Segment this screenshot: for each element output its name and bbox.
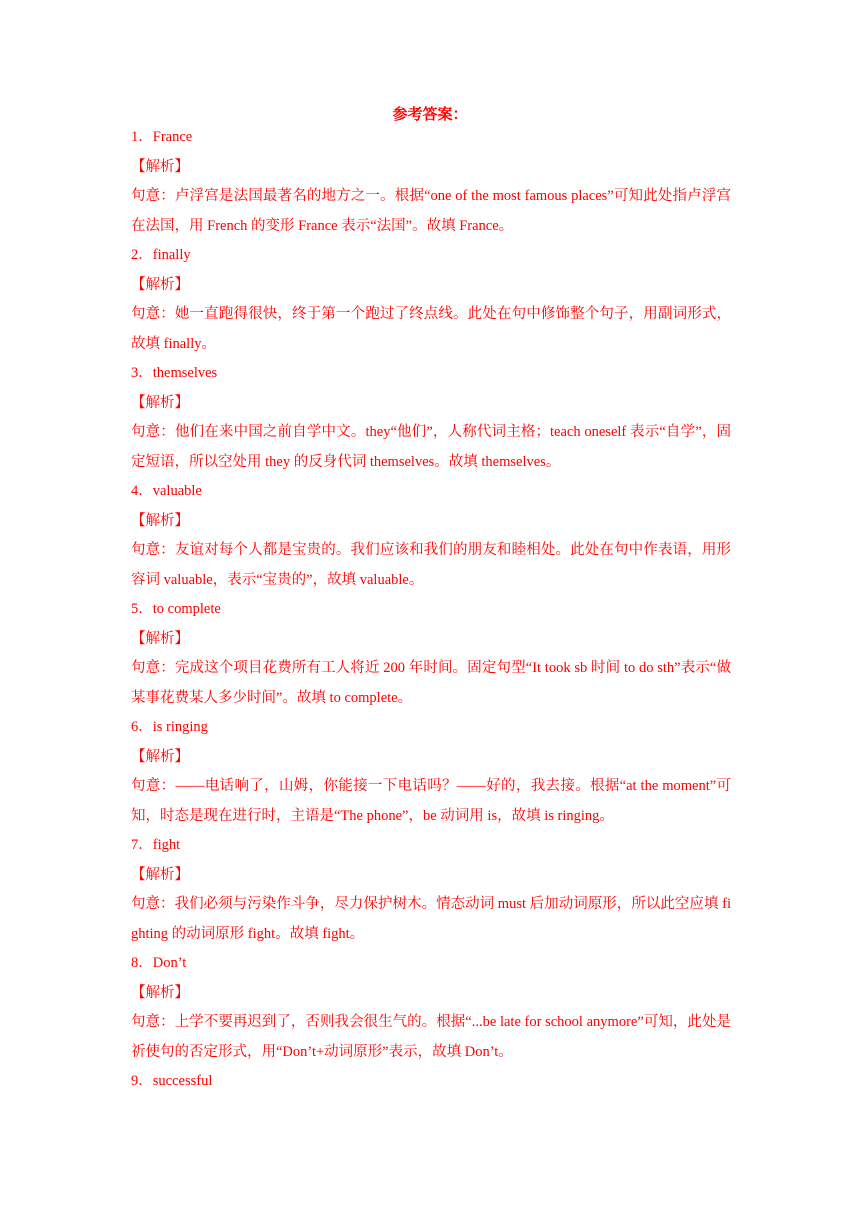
explanation-5: 句意：完成这个项目花费所有工人将近 200 年时间。固定句型“It took sb 时间 to do sth”表示“做某事花费某人多少时间”。故填 to complete。 — [131, 660, 731, 706]
analysis-label: 【解析】 — [131, 748, 189, 765]
analysis-label: 【解析】 — [131, 630, 189, 647]
analysis-label: 【解析】 — [131, 866, 189, 883]
explanation-3: 句意：他们在来中国之前自学中文。they“他们”，人称代词主格；teach oneself 表示“自学”，固定短语，所以空处用 they 的反身代词 themselves。故填 themselves。 — [131, 424, 731, 470]
explanation-2: 句意：她一直跑得很快，终于第一个跑过了终点线。此处在句中修饰整个句子，用副词形式，故填 finally。 — [131, 306, 731, 352]
explanation-8: 句意：上学不要再迟到了，否则我会很生气的。根据“...be late for school anymore”可知，此处是祈使句的否定形式，用“Don’t+动词原形”表示，故填 Don’t。 — [131, 1014, 731, 1060]
explanation-7: 句意：我们必须与污染作斗争，尽力保护树木。情态动词 must 后加动词原形，所以此空应填 fighting 的动词原形 fight。故填 fight。 — [131, 896, 731, 942]
analysis-label: 【解析】 — [131, 512, 189, 529]
answer-item-9: 9．successful — [131, 1073, 213, 1089]
answer-item-5: 5．to complete — [131, 601, 221, 617]
answer-list — [131, 123, 731, 1097]
answer-item-2: 2．finally — [131, 247, 191, 263]
analysis-label: 【解析】 — [131, 158, 189, 175]
answer-item-8: 8．Don’t — [131, 955, 187, 971]
analysis-label: 【解析】 — [131, 984, 189, 1001]
answer-item-6: 6．is ringing — [131, 719, 208, 735]
explanation-1: 句意：卢浮宫是法国最著名的地方之一。根据“one of the most famous places”可知此处指卢浮宫在法国，用 French 的变形 France 表示“法国”。故填 France。 — [131, 188, 731, 234]
page-title: 参考答案： — [392, 107, 468, 123]
answer-item-3: 3．themselves — [131, 365, 218, 381]
answer-item-4: 4．valuable — [131, 483, 202, 499]
explanation-6: 句意：——电话响了，山姆，你能接一下电话吗？——好的，我去接。根据“at the moment”可知，时态是现在进行时，主语是“The phone”，be 动词用 is，故填 is ringing。 — [131, 778, 731, 824]
explanation-4: 句意：友谊对每个人都是宝贵的。我们应该和我们的朋友和睦相处。此处在句中作表语，用形容词 valuable，表示“宝贵的”，故填 valuable。 — [131, 542, 731, 588]
analysis-label: 【解析】 — [131, 394, 189, 411]
analysis-label: 【解析】 — [131, 276, 189, 293]
answer-item-1: 1．France — [131, 129, 193, 145]
answer-item-7: 7．fight — [131, 837, 181, 853]
